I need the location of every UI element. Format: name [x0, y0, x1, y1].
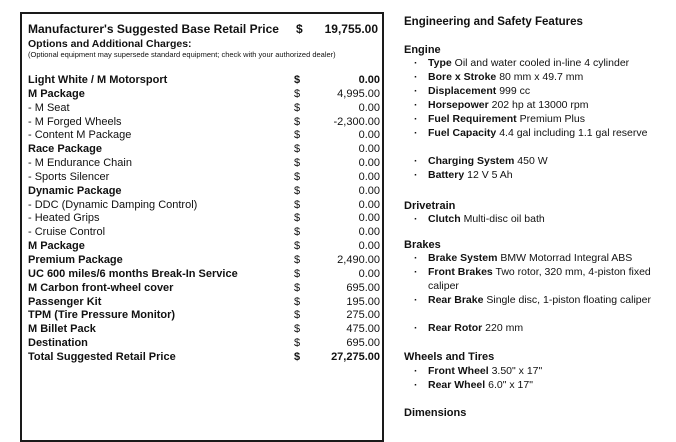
- price-row-value: 27,275.00: [331, 350, 380, 363]
- spec-key: Horsepower: [428, 99, 489, 111]
- price-row-value: 0.00: [358, 129, 380, 142]
- spec-key: Displacement: [428, 85, 497, 97]
- price-row: [28, 143, 380, 157]
- options-note: (Optional equipment may supersede standard equipment; check with your authorized dealer): [28, 50, 336, 59]
- wheels-spec-item: [414, 379, 666, 393]
- price-row-value: 0.00: [358, 226, 380, 239]
- spec-text: [414, 169, 666, 183]
- bullet-icon: ·: [414, 85, 418, 97]
- price-row-name: M Billet Pack: [28, 323, 96, 336]
- spec-key: Brake System: [428, 252, 498, 264]
- price-row-value: 695.00: [346, 337, 380, 350]
- spec-value: 80 mm x 49.7 mm: [496, 71, 584, 83]
- price-rows: [28, 74, 380, 365]
- price-row: [28, 296, 380, 310]
- price-row-dollar: $: [294, 184, 301, 197]
- price-row-value: 0.00: [358, 143, 380, 156]
- bullet-icon: ·: [414, 169, 418, 181]
- bullet-icon: ·: [414, 365, 418, 377]
- wheels-heading: Wheels and Tires: [404, 351, 495, 363]
- engine-spec-item: [414, 169, 666, 183]
- price-row: [28, 185, 380, 199]
- engine-spec-item: [414, 113, 666, 127]
- spec-text: [414, 252, 666, 266]
- bullet-icon: ·: [414, 155, 418, 167]
- spec-key: Battery: [428, 169, 465, 181]
- price-row: [28, 129, 380, 143]
- spec-value: Premium Plus: [516, 113, 585, 125]
- price-row: [28, 268, 380, 282]
- price-row-name: - M Seat: [28, 101, 70, 114]
- bullet-icon: ·: [414, 252, 418, 264]
- options-heading: Options and Additional Charges:: [28, 38, 192, 50]
- spec-value: 6.0" x 17": [485, 379, 533, 391]
- price-row-name: Total Suggested Retail Price: [28, 350, 176, 363]
- engine-spec-item: [414, 71, 666, 85]
- base-msrp-row: [28, 22, 378, 35]
- spec-value: 450 W: [514, 155, 548, 167]
- spec-key: Type: [428, 57, 452, 69]
- spec-key: Fuel Capacity: [428, 127, 497, 139]
- price-row: [28, 88, 380, 102]
- price-row-name: TPM (Tire Pressure Monitor): [28, 309, 176, 322]
- price-row-value: 2,490.00: [337, 253, 380, 266]
- spec-key: Rear Brake: [428, 294, 484, 306]
- brakes-spec-item: [414, 322, 666, 336]
- spec-value: 12 V 5 Ah: [464, 169, 513, 181]
- base-msrp-dollar: $: [296, 22, 303, 36]
- brakes-spec-item: [414, 252, 666, 266]
- price-row: [28, 116, 380, 130]
- wheels-spec-item: [414, 365, 666, 379]
- engine-spec-item: [414, 57, 666, 71]
- spec-value: 3.50" x 17": [488, 365, 543, 377]
- spec-key: Clutch: [428, 213, 461, 225]
- price-row-name: Dynamic Package: [28, 184, 122, 197]
- engine-spec-item: [414, 99, 666, 113]
- price-row-dollar: $: [294, 281, 301, 294]
- bullet-icon: ·: [414, 294, 418, 306]
- price-row-dollar: $: [294, 198, 301, 211]
- spec-value: 220 mm: [482, 322, 524, 334]
- spec-text: [414, 127, 666, 141]
- price-row-dollar: $: [294, 87, 301, 100]
- spec-key: Front Brakes: [428, 266, 493, 278]
- price-row-name: UC 600 miles/6 months Break-In Service: [28, 267, 238, 280]
- spec-text: [414, 379, 666, 393]
- price-row: [28, 157, 380, 171]
- price-row-value: -2,300.00: [333, 115, 380, 128]
- price-row-dollar: $: [294, 295, 301, 308]
- price-row-dollar: $: [294, 143, 301, 156]
- price-row-value: 0.00: [358, 170, 380, 183]
- price-row-value: 0.00: [358, 157, 380, 170]
- spec-text: [414, 294, 666, 308]
- spec-key: Fuel Requirement: [428, 113, 517, 125]
- price-row-name: M Package: [28, 87, 85, 100]
- price-row-name: M Carbon front-wheel cover: [28, 281, 174, 294]
- price-row-dollar: $: [294, 157, 301, 170]
- price-row-value: 475.00: [346, 323, 380, 336]
- brakes-heading: Brakes: [404, 239, 441, 251]
- price-row: [28, 254, 380, 268]
- spec-key: Rear Wheel: [428, 379, 486, 391]
- spec-value: Multi-disc oil bath: [460, 213, 545, 225]
- brakes-spec-item: [414, 294, 666, 308]
- bullet-icon: ·: [414, 213, 418, 225]
- price-row: [28, 226, 380, 240]
- price-row: [28, 351, 380, 365]
- spec-text: [414, 322, 666, 336]
- price-row-name: Premium Package: [28, 253, 123, 266]
- dimensions-heading: Dimensions: [404, 407, 467, 419]
- spec-text: [414, 155, 666, 169]
- spec-value: 999 cc: [496, 85, 531, 97]
- engine-spec-item: [414, 127, 666, 141]
- price-row-dollar: $: [294, 350, 301, 363]
- bullet-icon: ·: [414, 71, 418, 83]
- bullet-icon: ·: [414, 266, 418, 278]
- engine-heading: Engine: [404, 44, 441, 56]
- spec-text: [414, 113, 666, 127]
- spec-value: Single disc, 1-piston floating caliper: [483, 294, 651, 306]
- price-row: [28, 323, 380, 337]
- spec-value: 4.4 gal including 1.1 gal reserve: [496, 127, 648, 139]
- spec-text: [414, 71, 666, 85]
- price-row-dollar: $: [294, 309, 301, 322]
- price-row: [28, 74, 380, 88]
- price-row-name: - Sports Silencer: [28, 170, 110, 183]
- price-row-dollar: $: [294, 212, 301, 225]
- bullet-icon: ·: [414, 57, 418, 69]
- price-row-dollar: $: [294, 226, 301, 239]
- price-row-dollar: $: [294, 323, 301, 336]
- price-sticker: [20, 12, 384, 442]
- price-row-value: 0.00: [358, 184, 380, 197]
- specs-title: Engineering and Safety Features: [404, 16, 583, 28]
- price-row-name: - M Endurance Chain: [28, 157, 132, 170]
- spec-key: Charging System: [428, 155, 515, 167]
- spec-text: [414, 266, 666, 293]
- price-row-value: 195.00: [346, 295, 380, 308]
- price-row-name: - Cruise Control: [28, 226, 106, 239]
- bullet-icon: ·: [414, 322, 418, 334]
- price-row-value: 0.00: [358, 212, 380, 225]
- price-row-value: 0.00: [358, 267, 380, 280]
- price-row: [28, 309, 380, 323]
- price-row-name: M Package: [28, 240, 85, 253]
- bullet-icon: ·: [414, 113, 418, 125]
- brakes-spec-item: [414, 266, 666, 293]
- price-row-name: - DDC (Dynamic Damping Control): [28, 198, 198, 211]
- base-msrp-value: 19,755.00: [324, 22, 378, 36]
- spec-value: BMW Motorrad Integral ABS: [497, 252, 633, 264]
- price-row: [28, 212, 380, 226]
- spec-value: Two rotor, 320 mm, 4-piston fixed caliper: [428, 266, 651, 292]
- bullet-icon: ·: [414, 127, 418, 139]
- price-row: [28, 102, 380, 116]
- price-row-dollar: $: [294, 170, 301, 183]
- price-row-value: 0.00: [358, 101, 380, 114]
- price-row-dollar: $: [294, 129, 301, 142]
- price-row: [28, 282, 380, 296]
- price-row: [28, 199, 380, 213]
- price-row-name: - Content M Package: [28, 129, 132, 142]
- price-row-dollar: $: [294, 267, 301, 280]
- price-row-value: 695.00: [346, 281, 380, 294]
- price-row-value: 0.00: [358, 198, 380, 211]
- spec-value: 202 hp at 13000 rpm: [488, 99, 589, 111]
- spec-key: Rear Rotor: [428, 322, 483, 334]
- price-row-name: Race Package: [28, 143, 102, 156]
- spec-text: [414, 99, 666, 113]
- price-row-name: - Heated Grips: [28, 212, 100, 225]
- spec-key: Front Wheel: [428, 365, 489, 377]
- spec-value: Oil and water cooled in-line 4 cylinder: [451, 57, 630, 69]
- price-row-name: Passenger Kit: [28, 295, 102, 308]
- spec-text: [414, 365, 666, 379]
- price-row-value: 4,995.00: [337, 87, 380, 100]
- price-row-name: - M Forged Wheels: [28, 115, 122, 128]
- price-row-value: 0.00: [358, 240, 380, 253]
- price-row-name: Light White / M Motorsport: [28, 74, 168, 86]
- price-row: [28, 337, 380, 351]
- spec-text: [414, 85, 666, 99]
- price-row-dollar: $: [294, 74, 301, 86]
- spec-text: [414, 213, 666, 227]
- price-row-dollar: $: [294, 253, 301, 266]
- price-row-dollar: $: [294, 337, 301, 350]
- engine-spec-item: [414, 155, 666, 169]
- price-row-dollar: $: [294, 240, 301, 253]
- drivetrain-spec-item: [414, 213, 666, 227]
- price-row-dollar: $: [294, 101, 301, 114]
- drivetrain-heading: Drivetrain: [404, 200, 456, 212]
- base-msrp-label: Manufacturer's Suggested Base Retail Price: [28, 22, 279, 36]
- spec-text: [414, 57, 666, 71]
- price-row: [28, 171, 380, 185]
- price-row-value: 275.00: [346, 309, 380, 322]
- price-row-value: 0.00: [358, 74, 380, 86]
- spec-key: Bore x Stroke: [428, 71, 497, 83]
- bullet-icon: ·: [414, 379, 418, 391]
- price-row-dollar: $: [294, 115, 301, 128]
- bullet-icon: ·: [414, 99, 418, 111]
- price-row: [28, 240, 380, 254]
- engine-spec-item: [414, 85, 666, 99]
- price-row-name: Destination: [28, 337, 88, 350]
